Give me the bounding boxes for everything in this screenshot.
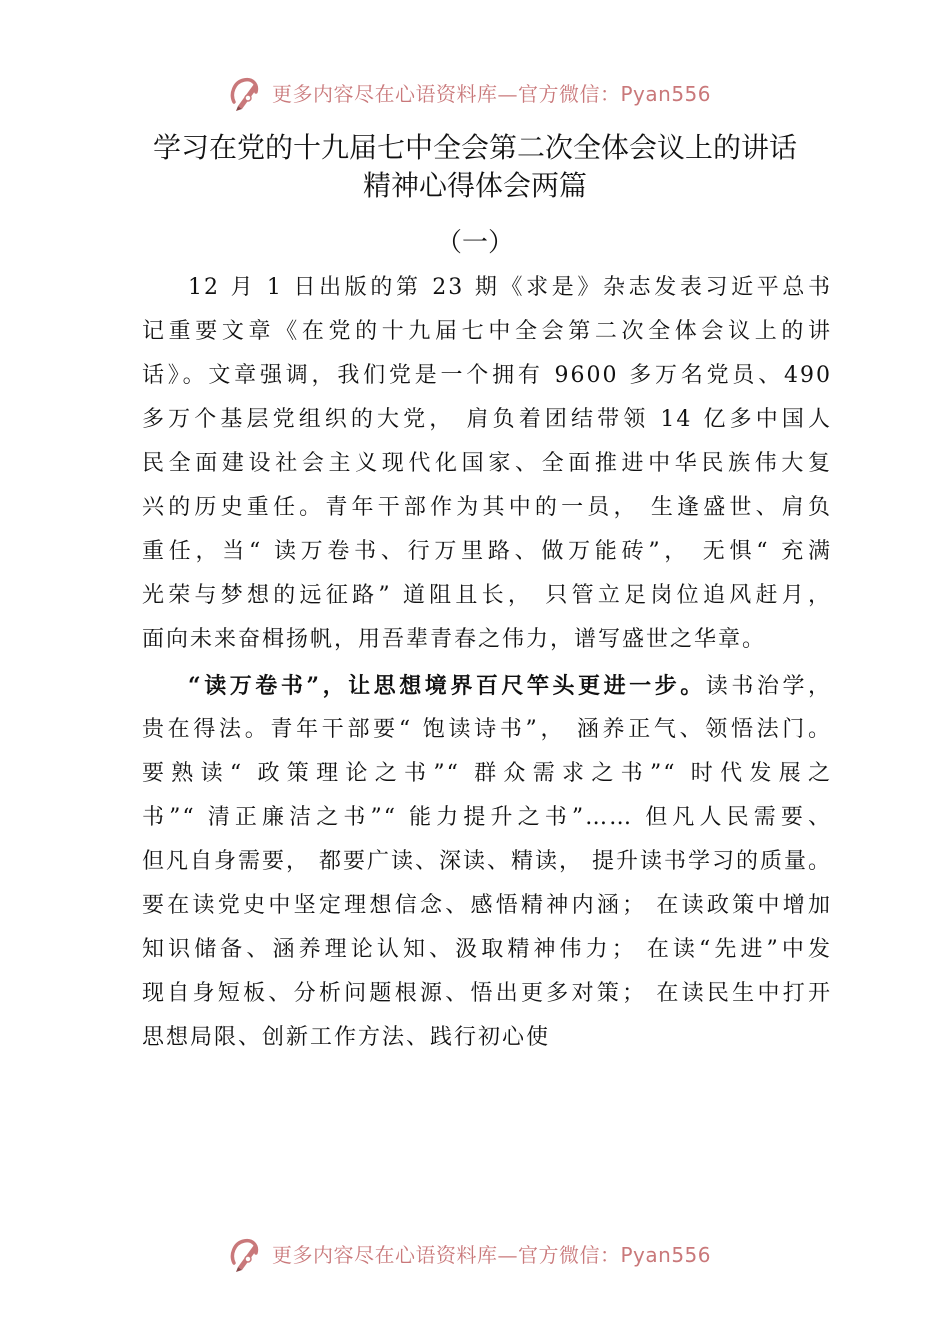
pen-logo-icon — [226, 1233, 266, 1273]
paragraph-line: 面向未来奋楫扬帆，用吾辈青春之伟力，谱写盛世之华章。 — [142, 627, 767, 652]
paragraph-line: 民全面建设社会主义现代化国家、全面推进中华民族伟大复 — [142, 451, 832, 476]
footer-watermark-banner — [226, 1233, 726, 1273]
banner-text: 更多内容尽在心语资料库—官方微信：Pyan556 — [272, 1242, 712, 1267]
section-label: （一） — [435, 228, 514, 258]
paragraph-line: 光荣与梦想的远征路” 道阻且长， 只管立足岗位追风赶月， — [142, 583, 832, 608]
paragraph-heading: “读万卷书”，让思想境界百尺竿头更进一步。 — [188, 673, 706, 699]
paragraph-line: 兴的历史重任。青年干部作为其中的一员， 生逢盛世、肩负 — [142, 495, 832, 520]
paragraph-line: 知识储备、涵养理论认知、汲取精神伟力； 在读“先进”中发 — [142, 937, 832, 962]
paragraph-line: 贵在得法。青年干部要“ 饱读诗书”， 涵养正气、领悟法门。 — [142, 717, 832, 742]
paragraph-line: 记重要文章《在党的十九届七中全会第二次全体会议上的讲 — [142, 319, 832, 344]
pen-logo-icon — [226, 72, 266, 112]
document-title-line-2: 精神心得体会两篇 — [362, 169, 587, 202]
paragraph-line: 话》。文章强调，我们党是一个拥有 9600 多万名党员、490 — [142, 363, 832, 388]
paragraph-line: 要在读党史中坚定理想信念、感悟精神内涵； 在读政策中增加 — [142, 893, 832, 918]
paragraph-line: 现自身短板、分析问题根源、悟出更多对策； 在读民生中打开 — [142, 981, 832, 1006]
paragraph-line: 多万个基层党组织的大党， 肩负着团结带领 14 亿多中国人 — [142, 407, 832, 432]
header-watermark-banner — [226, 72, 726, 112]
banner-text: 更多内容尽在心语资料库—官方微信：Pyan556 — [272, 81, 712, 106]
paragraph-line: 但凡自身需要， 都要广读、深读、精读， 提升读书学习的质量。 — [142, 849, 832, 874]
paragraph-line: 12 月 1 日出版的第 23 期《求是》杂志发表习近平总书 — [188, 275, 832, 300]
paragraph-line: 书”“ 清正廉洁之书”“ 能力提升之书”…… 但凡人民需要、 — [142, 805, 832, 830]
paragraph-line — [188, 664, 832, 708]
paragraph-line: 重任，当“ 读万卷书、行万里路、做万能砖”， 无惧“ 充满 — [142, 539, 832, 564]
paragraph-line: 要熟读“ 政策理论之书”“ 群众需求之书”“ 时代发展之 — [142, 761, 832, 786]
paragraph-line: 思想局限、创新工作方法、践行初心使 — [142, 1025, 551, 1050]
document-title-line-1: 学习在党的十九届七中全会第二次全体会议上的讲话 — [152, 131, 797, 164]
paragraph-text: 读书治学， — [705, 674, 832, 699]
